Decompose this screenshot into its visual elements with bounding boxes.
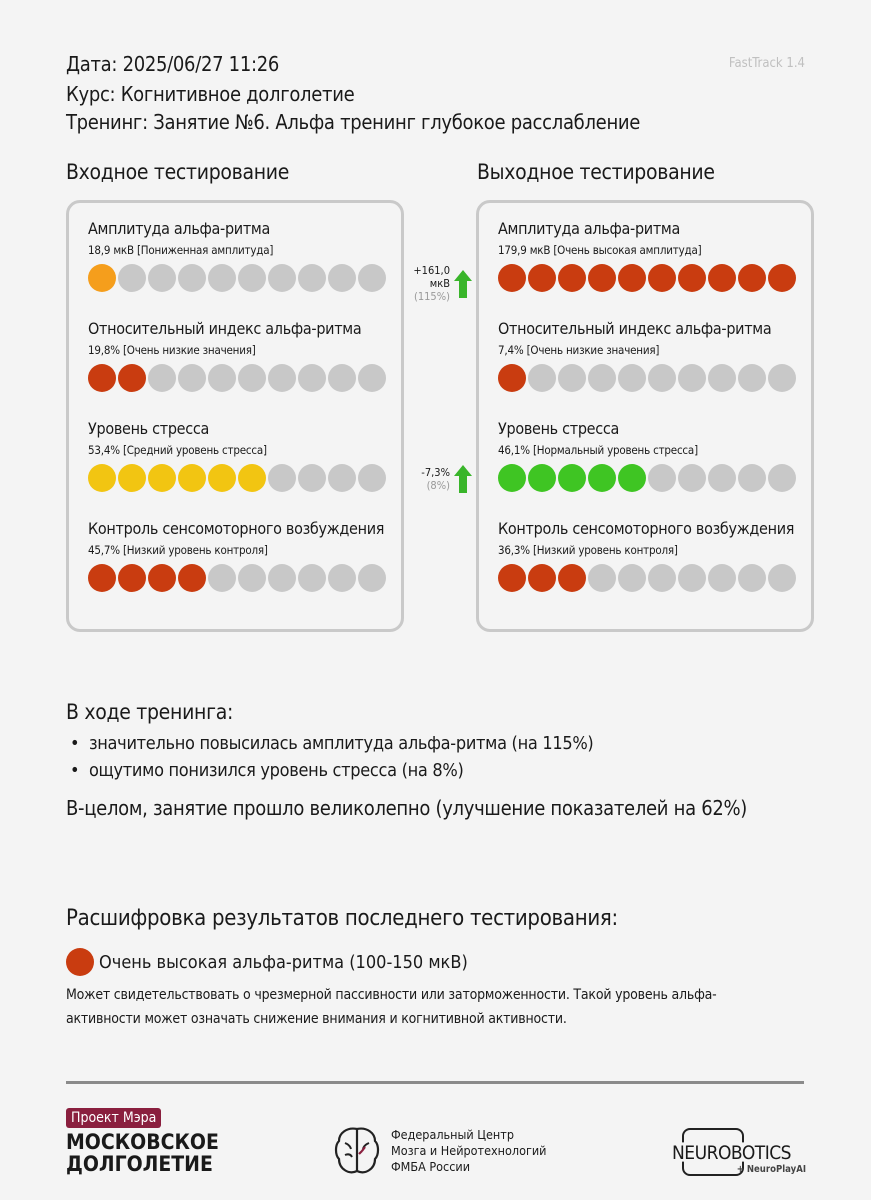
level-dots <box>88 364 386 392</box>
metric <box>88 419 386 492</box>
dot-empty <box>178 264 206 292</box>
level-dots <box>498 564 796 592</box>
neurobotics-logo <box>672 1128 806 1176</box>
dot-empty <box>208 364 236 392</box>
dot-empty <box>328 464 356 492</box>
level-dots <box>88 264 386 292</box>
level-dots <box>88 464 386 492</box>
dot-filled <box>738 264 766 292</box>
arrow-up-icon <box>454 465 472 493</box>
metric-value: 45,7% [Низкий уровень контроля] <box>88 543 268 557</box>
dot-empty <box>268 264 296 292</box>
metric-value: 18,9 мкВ [Пониженная амплитуда] <box>88 243 274 257</box>
dot-filled <box>148 464 176 492</box>
dot-empty <box>768 364 796 392</box>
dot-filled <box>618 464 646 492</box>
bullet-text: ощутимо понизился уровень стресса (на 8%) <box>88 760 464 781</box>
neuroplay-wordmark: + NeuroPlayAI <box>736 1164 806 1175</box>
dot-filled <box>498 364 526 392</box>
dot-filled <box>498 464 526 492</box>
dot-empty <box>268 564 296 592</box>
dot-filled <box>558 564 586 592</box>
dot-empty <box>148 264 176 292</box>
dot-filled <box>588 464 616 492</box>
dot-empty <box>678 464 706 492</box>
metric <box>498 419 796 492</box>
metric <box>498 219 796 292</box>
dot-empty <box>768 464 796 492</box>
summary-conclusion: В-целом, занятие прошло великолепно (улучшение показателей на 62%) <box>66 796 748 820</box>
dot-empty <box>328 264 356 292</box>
dot-empty <box>238 564 266 592</box>
moscow-longevity-logo <box>66 1107 219 1175</box>
delta-stress <box>400 465 472 493</box>
delta-value: +161,0 мкВ <box>413 264 450 290</box>
date: Дата: 2025/06/27 11:26 <box>66 52 280 76</box>
training: Тренинг: Занятие №6. Альфа тренинг глубокое расслабление <box>66 110 641 134</box>
metric-value: 7,4% [Очень низкие значения] <box>498 343 660 357</box>
exit-title: Выходное тестирование <box>477 160 715 184</box>
dot-empty <box>708 364 736 392</box>
dot-filled <box>558 264 586 292</box>
dot-empty <box>268 364 296 392</box>
dot-empty <box>178 364 206 392</box>
course: Курс: Когнитивное долголетие <box>66 82 355 106</box>
decode-description: Может свидетельствовать о чрезмерной пассивности или заторможенности. Такой уровень альфа-активности может означать снижение внимания и когнитивной активности. <box>66 987 717 1027</box>
bullet-mark: • <box>70 760 80 781</box>
level-dots <box>498 264 796 292</box>
level-dots <box>498 464 796 492</box>
dot-filled <box>498 564 526 592</box>
metric-value: 53,4% [Средний уровень стресса] <box>88 443 267 457</box>
center-line: Мозга и Нейротехнологий <box>391 1143 547 1158</box>
dot-filled <box>528 564 556 592</box>
brain-center-logo <box>333 1125 546 1177</box>
dot-filled <box>768 264 796 292</box>
dot-empty <box>648 464 676 492</box>
delta-percent: (8%) <box>426 479 450 492</box>
dot-empty <box>358 564 386 592</box>
center-line: ФМБА России <box>391 1159 470 1174</box>
dot-empty <box>738 564 766 592</box>
dot-filled <box>178 464 206 492</box>
dot-filled <box>618 264 646 292</box>
metric-value: 36,3% [Низкий уровень контроля] <box>498 543 678 557</box>
metric-name: Относительный индекс альфа-ритма <box>498 319 772 338</box>
logo-line: ДОЛГОЛЕТИЕ <box>66 1152 213 1176</box>
dot-empty <box>678 564 706 592</box>
arrow-up-icon <box>454 270 472 298</box>
metric-name: Контроль сенсомоторного возбуждения <box>498 519 795 538</box>
dot-empty <box>708 464 736 492</box>
dot-empty <box>268 464 296 492</box>
dot-empty <box>618 364 646 392</box>
bullet-text: значительно повысилась амплитуда альфа-ритма (на 115%) <box>88 733 594 754</box>
center-line: Федеральный Центр <box>391 1127 514 1142</box>
metric-name: Уровень стресса <box>88 419 209 438</box>
metric-name: Относительный индекс альфа-ритма <box>88 319 362 338</box>
dot-filled <box>238 464 266 492</box>
dot-empty <box>358 364 386 392</box>
dot-empty <box>298 464 326 492</box>
dot-empty <box>558 364 586 392</box>
metric-name: Уровень стресса <box>498 419 619 438</box>
mayor-badge: Проект Мэра <box>66 1108 161 1128</box>
dot-empty <box>328 364 356 392</box>
dot-filled <box>88 464 116 492</box>
dot-empty <box>678 364 706 392</box>
dot-empty <box>358 264 386 292</box>
dot-empty <box>328 564 356 592</box>
metric-value: 19,8% [Очень низкие значения] <box>88 343 256 357</box>
level-dots <box>498 364 796 392</box>
dot-filled <box>558 464 586 492</box>
summary-title: В ходе тренинга: <box>66 700 234 724</box>
metric-value: 46,1% [Нормальный уровень стресса] <box>498 443 698 457</box>
dot-empty <box>208 264 236 292</box>
dot-empty <box>618 564 646 592</box>
metric <box>88 519 386 592</box>
level-dots <box>88 564 386 592</box>
dot-filled <box>708 264 736 292</box>
dot-empty <box>238 364 266 392</box>
metric-value: 179,9 мкВ [Очень высокая амплитуда] <box>498 243 702 257</box>
dot-empty <box>648 364 676 392</box>
dot-empty <box>298 364 326 392</box>
dot-empty <box>738 464 766 492</box>
dot-empty <box>588 564 616 592</box>
dot-filled <box>118 564 146 592</box>
summary-bullet <box>70 760 464 781</box>
divider <box>66 1081 804 1084</box>
level-dot <box>66 948 94 976</box>
dot-empty <box>358 464 386 492</box>
dot-empty <box>298 564 326 592</box>
entry-title: Входное тестирование <box>66 160 290 184</box>
dot-filled <box>208 464 236 492</box>
delta-amplitude <box>400 264 472 303</box>
dot-empty <box>238 264 266 292</box>
level-label: Очень высокая альфа-ритма (100-150 мкВ) <box>99 951 468 973</box>
dot-filled <box>88 364 116 392</box>
metric <box>498 519 796 592</box>
summary-bullet <box>70 733 593 754</box>
delta-percent: (115%) <box>413 290 450 303</box>
dot-empty <box>298 264 326 292</box>
metric-name: Контроль сенсомоторного возбуждения <box>88 519 385 538</box>
version-label: FastTrack 1.4 <box>728 56 805 71</box>
metric-name: Амплитуда альфа-ритма <box>498 219 680 238</box>
dot-empty <box>148 364 176 392</box>
dot-filled <box>178 564 206 592</box>
dot-empty <box>648 564 676 592</box>
dot-filled <box>148 564 176 592</box>
metric-name: Амплитуда альфа-ритма <box>88 219 270 238</box>
metric <box>498 319 796 392</box>
dot-empty <box>768 564 796 592</box>
dot-filled <box>588 264 616 292</box>
dot-filled <box>498 264 526 292</box>
dot-filled <box>528 464 556 492</box>
neurobotics-wordmark: NEUROBOTICS <box>672 1142 792 1164</box>
dot-filled <box>118 464 146 492</box>
brain-icon <box>333 1125 381 1177</box>
logo-line: МОСКОВСКОЕ <box>66 1130 219 1154</box>
dot-empty <box>528 364 556 392</box>
decode-level <box>66 948 468 976</box>
dot-empty <box>208 564 236 592</box>
exit-panel <box>476 200 814 632</box>
dot-filled <box>678 264 706 292</box>
delta-value: -7,3% <box>421 466 450 479</box>
decode-title: Расшифровка результатов последнего тестирования: <box>66 906 618 931</box>
dot-filled <box>88 264 116 292</box>
dot-empty <box>118 264 146 292</box>
bullet-mark: • <box>70 733 80 754</box>
dot-empty <box>708 564 736 592</box>
metric <box>88 319 386 392</box>
dot-empty <box>588 364 616 392</box>
metric <box>88 219 386 292</box>
dot-filled <box>648 264 676 292</box>
dot-empty <box>738 364 766 392</box>
dot-filled <box>88 564 116 592</box>
dot-filled <box>528 264 556 292</box>
entry-panel <box>66 200 404 632</box>
dot-filled <box>118 364 146 392</box>
